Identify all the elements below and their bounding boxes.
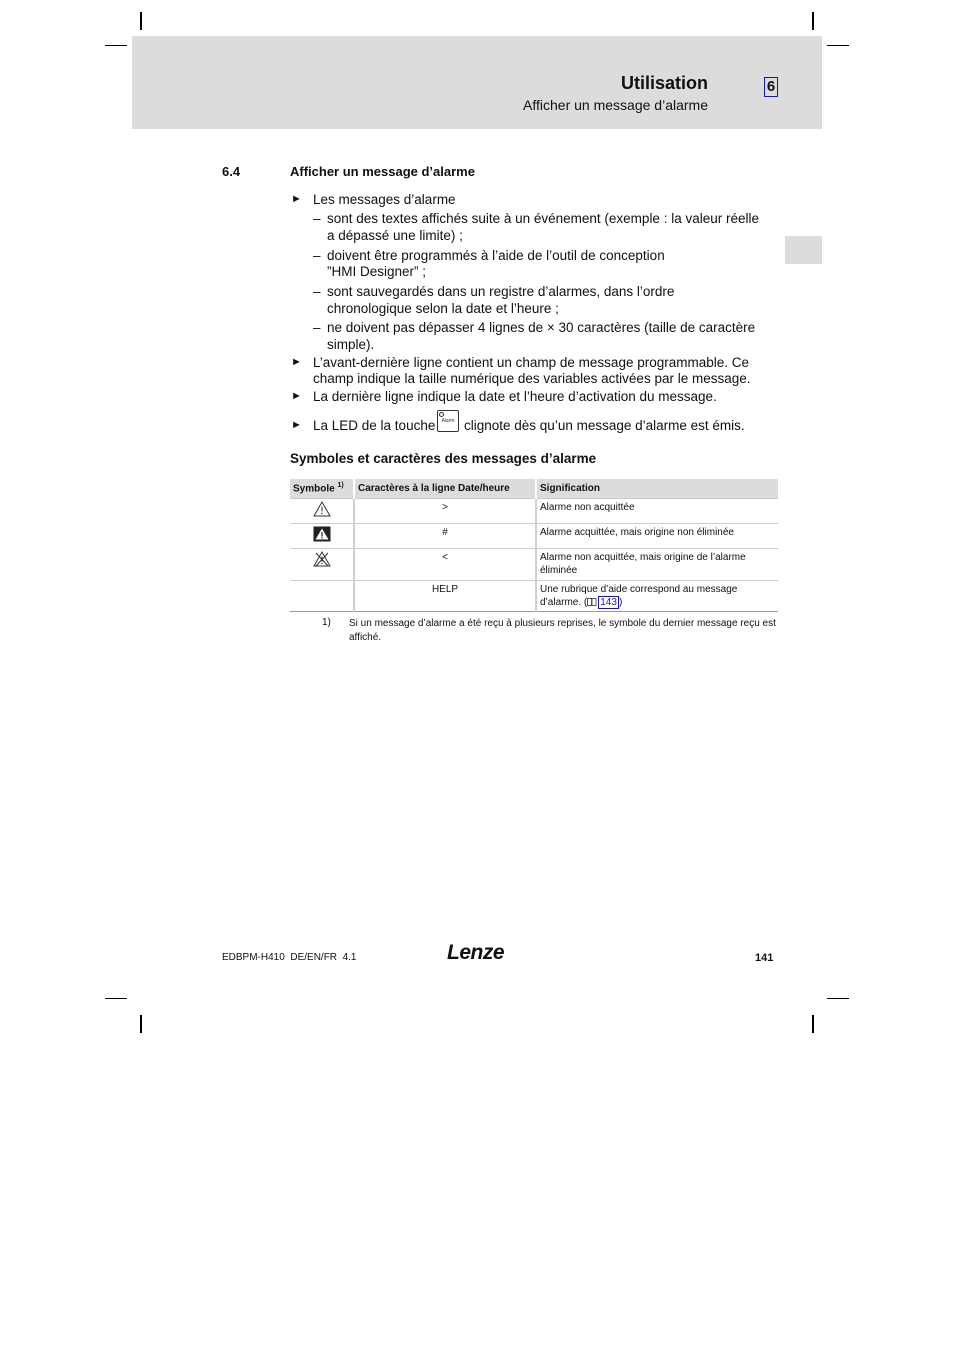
dash-text: chronologique selon la date et l’heure ; — [327, 301, 559, 316]
lenze-logo: Lenze — [447, 941, 505, 964]
symbol-cell — [290, 524, 354, 549]
crop-mark — [105, 998, 127, 999]
cell-text: éliminée — [540, 565, 578, 576]
page-reference-link[interactable]: 143 — [600, 597, 617, 608]
dash-icon: – — [313, 248, 321, 263]
table-header-row — [290, 479, 778, 499]
bullet-text: Les messages d’alarme — [313, 192, 456, 207]
dash-text: simple). — [327, 337, 375, 352]
footnote-text: Si un message d’alarme a été reçu à plusieurs reprises, le symbole du dernier message reçu est affiché. — [349, 618, 776, 643]
cell-text: d’alarme. ( — [540, 597, 588, 608]
table-cell: < — [354, 549, 536, 581]
bullet-icon: ► — [291, 356, 302, 368]
crop-mark — [140, 12, 142, 30]
bullet-icon: ► — [291, 193, 302, 205]
alarm-key-icon — [437, 410, 459, 432]
symbol-cell — [290, 549, 354, 581]
symbol-cell — [290, 581, 354, 612]
bullet-text: clignote dès qu’un message d’alarme est émis. — [464, 418, 745, 433]
table-row — [290, 499, 778, 524]
dash-text: a dépassé une limite) ; — [327, 228, 463, 243]
warning-outline-icon — [313, 501, 331, 517]
bullet-text: La dernière ligne indique la date et l’heure d’activation du message. — [313, 389, 717, 404]
cell-text: Une rubrique d’aide correspond au message — [540, 584, 738, 595]
crop-mark — [827, 998, 849, 999]
dash-text: doivent être programmés à l’aide de l’outil de conception — [327, 248, 665, 263]
column-header: Caractères à la ligne Date/heure — [354, 479, 536, 499]
column-header: Signification — [536, 479, 778, 499]
led-icon — [439, 412, 444, 417]
dash-icon: – — [313, 284, 321, 299]
dash-text: sont sauvegardés dans un registre d’alarmes, dans l’ordre — [327, 284, 675, 299]
document-reference: EDBPM-H410 DE/EN/FR 4.1 — [222, 952, 357, 963]
column-header — [290, 479, 354, 499]
bullet-icon: ► — [291, 390, 302, 402]
bullet-icon: ► — [291, 419, 302, 431]
table-cell: # — [354, 524, 536, 549]
crop-mark — [812, 1015, 814, 1033]
crop-mark — [140, 1015, 142, 1033]
alarm-key-label: Alarm — [441, 418, 455, 424]
table-row — [290, 581, 778, 612]
header-band — [132, 36, 822, 129]
dash-text: ne doivent pas dépasser 4 lignes de × 30 caractères (taille de caractère — [327, 320, 756, 335]
column-header-label: Symbole — [293, 483, 335, 495]
section-title: Afficher un message d’alarme — [290, 164, 475, 179]
bullet-text: champ indique la taille numérique des variables activées par le message. — [313, 371, 751, 386]
table-cell — [536, 581, 778, 612]
dash-text: sont des textes affichés suite à un événement (exemple : la valeur réelle — [327, 211, 759, 226]
footnote-ref: 1) — [337, 481, 344, 489]
crop-mark — [812, 12, 814, 30]
table-cell: HELP — [354, 581, 536, 612]
dash-icon: – — [313, 320, 321, 335]
table-heading: Symboles et caractères des messages d’alarme — [290, 451, 597, 466]
dash-text: ”HMI Designer” ; — [327, 264, 427, 279]
chapter-subtitle: Afficher un message d’alarme — [523, 97, 708, 113]
table-row — [290, 549, 778, 581]
chapter-title: Utilisation — [620, 73, 708, 93]
crop-mark — [105, 45, 127, 46]
dash-icon: – — [313, 211, 321, 226]
chapter-number: 6 — [764, 77, 778, 97]
symbol-cell — [290, 499, 354, 524]
chapter-side-tab — [785, 236, 822, 264]
table-cell: > — [354, 499, 536, 524]
table-cell — [536, 549, 778, 581]
table-cell: Alarme non acquittée — [536, 499, 778, 524]
page-number: 141 — [755, 952, 774, 964]
table-cell: Alarme acquittée, mais origine non éliminée — [536, 524, 778, 549]
table-row — [290, 524, 778, 549]
book-icon — [587, 598, 597, 606]
cell-text: Alarme non acquittée, mais origine de l’alarme — [540, 552, 746, 563]
warning-filled-icon — [313, 526, 331, 542]
footnote-number: 1) — [322, 617, 331, 628]
bullet-text: La LED de la touche — [313, 418, 436, 433]
bullet-text: L’avant-dernière ligne contient un champ de message programmable. Ce — [313, 355, 750, 370]
section-number: 6.4 — [222, 164, 241, 179]
cell-text: ) — [618, 597, 623, 608]
alarm-symbols-table — [290, 479, 778, 612]
crop-mark — [827, 45, 849, 46]
warning-crossed-icon — [313, 551, 331, 567]
